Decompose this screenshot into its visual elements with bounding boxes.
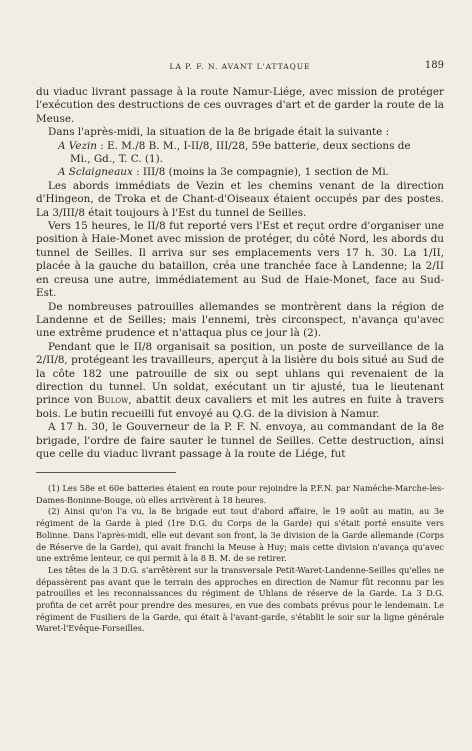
place-name-sclaigneaux: A Sclaigneaux — [58, 166, 133, 179]
footnote-rule — [36, 472, 176, 473]
place-name-vezin: A Vezin — [58, 139, 97, 152]
paragraph-4: Vers 15 heures, le II/8 fut reporté vers l'Est et reçut ordre d'organiser une position à Haie-Monet avec mission de protéger, du côté Nord, les abords du tunnel de Seilles. Il arriva sur ses emplacements vers 17 h. 30. La 1/II, placée à la gauche du bataillon, créa une tranchée face à Landenne; la 2/II en creusa une autre, immédiatement au Sud de Haie-Monet, face au Sud-Est. — [36, 220, 444, 300]
situation-text-sclaigneaux: : III/8 (moins la 3e compagnie), 1 section de Mi. — [132, 166, 389, 179]
paragraph-2: Dans l'après-midi, la situation de la 8e brigade était la suivante : — [48, 126, 390, 139]
page-header — [36, 60, 444, 74]
situation-text-vezin: : E. M./8 B. M., I-II/8, III/28, 59e batterie, deux sections de — [97, 139, 411, 152]
paragraph-6-part-2: , abattit deux cavaliers et mit les autres en fuite à travers bois. Le butin recueilli fut envoyé au Q.G. de la division à Namur. — [36, 394, 444, 420]
main-text — [36, 86, 444, 461]
footnote-2: (2) Ainsi qu'on l'a vu, la 8e brigade eut tout d'abord affaire, le 19 août au matin, au 3e régiment de la Garde à pied (1re D.G. du Corps de la Garde) qui s'était porté ensuite vers Bolinne. Dans l'après-midi, elle eut devant son front, la 3e division de la Garde allemande (Corps de Réserve de la Garde), qui avait franchi la Meuse à Huy; mais cette division n'avança qu'avec une extrême lenteur, ce qui permit à la 8 B. M. de se retirer. — [36, 506, 444, 564]
paragraph-5: De nombreuses patrouilles allemandes se montrèrent dans la région de Landenne et de Seilles; mais l'ennemi, très circonspect, n'avança qu'avec une extrême prudence et n'attaqua plus ce jour là (2). — [36, 300, 444, 340]
footnote-2-continued: Les têtes de la 3 D.G. s'arrêtèrent sur la transversale Petit-Waret-Landenne-Seilles qu'elles ne dépassèrent pas avant que le terrain des approches en direction de Namur fût reconnu par les patrouilles et les reconnaissances du régiment de Uhlans de réserve de la Garde. La 3 D.G. profita de cet arrêt pour prendre des mesures, en vue des combats prévus pour le lendemain. Le régiment de Fusiliers de la Garde, qui était à l'avant-garde, s'établit le soir sur la ligne générale Waret-l'Evêque-Forseilles. — [36, 564, 444, 634]
footnote-1: (1) Les 58e et 60e batteries étaient en route pour rejoindre la P.F.N. par Naméche-Marche-les-Dames-Boninne-Bouge, où elles arrivèrent à 18 heures. — [36, 483, 444, 505]
situation-item-vezin — [36, 140, 444, 167]
paragraph-6 — [36, 341, 444, 421]
running-head: LA P. F. N. AVANT L'ATTAQUE — [169, 62, 311, 71]
person-name: Bulow — [97, 394, 129, 407]
situation-item-sclaigneaux — [36, 166, 444, 179]
situation-text-vezin-cont: Mi., Gd., T. C. (1). — [70, 153, 163, 166]
paragraph-1: du viaduc livrant passage à la route Namur-Liége, avec mission de protéger l'exécution des destructions de ces ouvrages d'art et de garder la route de la Meuse. — [36, 86, 444, 125]
footnotes — [36, 483, 444, 635]
paragraph-6-part-1: Pendant que le II/8 organisait sa position, un poste de surveillance de la 2/II/8, protégeant les travailleurs, aperçut à la lisière du bois situé au Sud de la côte 182 une patrouille de six ou sept uhlans qui revenaient de la direction du tunnel. Un soldat, exécutant un tir ajusté, tua le lieutenant prince von — [36, 340, 444, 407]
paragraph-3: Les abords immédiats de Vezin et les chemins venant de la direction d'Hingeon, de Troka et de Chant-d'Oiseaux étaient occupés par des postes. La 3/III/8 était toujours à l'Est du tunnel de Seilles. — [36, 179, 444, 219]
paragraph-7: A 17 h. 30, le Gouverneur de la P. F. N. envoya, au commandant de la 8e brigade, l'ordre de faire sauter le tunnel de Seilles. Cette destruction, ainsi que celle du viaduc livrant passage à la route de Liége, fut — [36, 421, 444, 460]
page-number: 189 — [424, 60, 444, 71]
